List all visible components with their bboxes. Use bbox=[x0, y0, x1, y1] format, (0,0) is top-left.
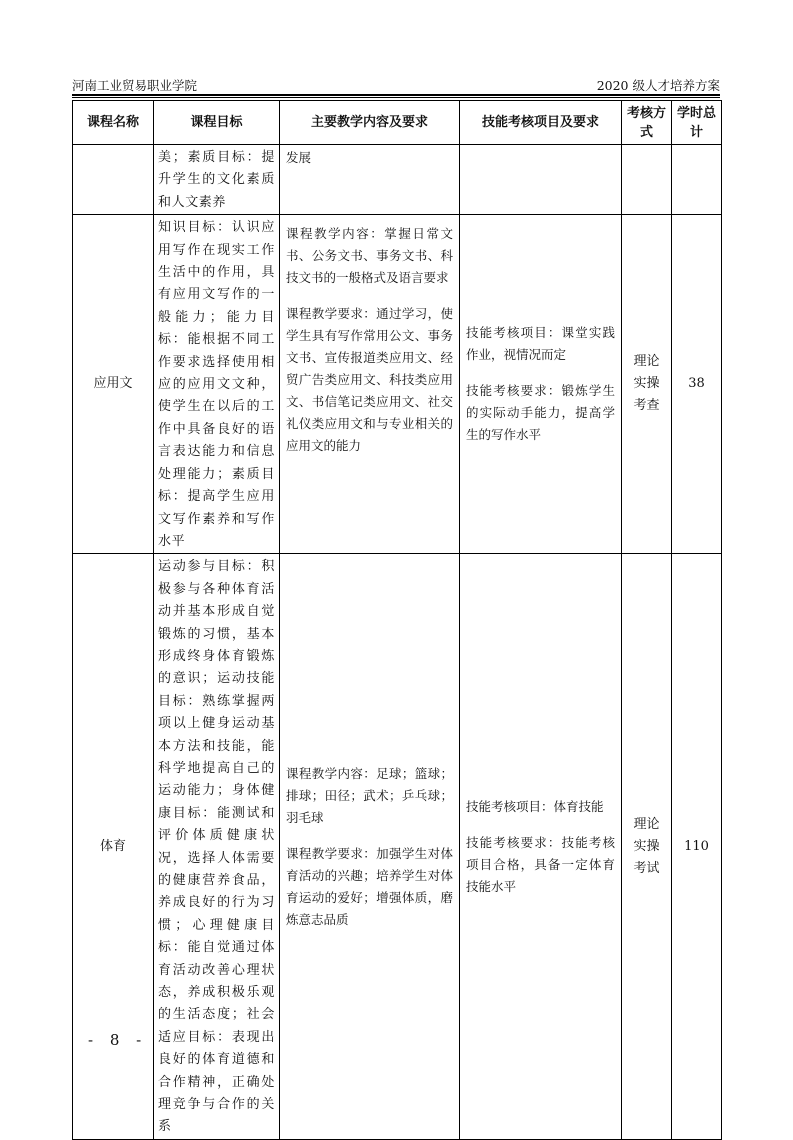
teaching-content-cell bbox=[280, 554, 460, 1140]
teaching-content-paragraph: 发展 bbox=[286, 150, 312, 165]
assessment-method-text: 理论实操考试 bbox=[633, 816, 660, 876]
skill-item-paragraph: 技能考核项目：体育技能 bbox=[466, 798, 604, 814]
course-table bbox=[72, 100, 722, 1140]
course-goal-cell: 运动参与目标：积极参与各种体育活动并基本形成自觉锻炼的习惯，基本形成终身体育锻炼的意识；运动技能目标：熟练掌握两项以上健身运动基本方法和技能，能科学地提高自己的运动能力；身体健康目标：能测试和评价体质健康状况，选择人体需要的健康营养食品，养成良好的行为习惯；心理健康目标：能自觉通过体育活动改善心理状态，养成积极乐观的生活态度；社会适应目标：表现出良好的体育道德和合作精神，正确处理竞争与合作的关系 bbox=[154, 554, 280, 1140]
col-header-course-goal: 课程目标 bbox=[154, 101, 280, 145]
teaching-content-cell bbox=[280, 215, 460, 554]
course-name-cell: 体育 bbox=[73, 554, 154, 1140]
skill-item-paragraph: 技能考核项目：课堂实践作业，视情况而定 bbox=[466, 325, 615, 363]
teaching-content-paragraph: 课程教学内容：足球；篮球；排球；田径；武术；乒乓球；羽毛球 bbox=[286, 765, 453, 825]
table-header-row bbox=[73, 101, 722, 145]
skill-assessment-cell bbox=[460, 145, 622, 215]
teaching-content-paragraph: 课程教学内容：掌握日常文书、公务文书、事务文书、科技文书的一般格式及语言要求 bbox=[286, 226, 453, 286]
teaching-requirement-paragraph: 课程教学要求：加强学生对体育活动的兴趣；培养学生对体育运动的爱好；增强体质，磨炼意志品质 bbox=[286, 845, 453, 927]
col-header-course-name: 课程名称 bbox=[73, 101, 154, 145]
page-number: - 8 - bbox=[88, 1031, 148, 1049]
total-hours-cell bbox=[672, 145, 722, 215]
assessment-method-cell bbox=[622, 215, 672, 554]
col-header-total-hours: 学时总计 bbox=[672, 101, 722, 145]
col-header-teaching-content: 主要教学内容及要求 bbox=[280, 101, 460, 145]
assessment-method-cell bbox=[622, 145, 672, 215]
header-rule-thin bbox=[72, 97, 720, 98]
col-header-skill-assessment: 技能考核项目及要求 bbox=[460, 101, 622, 145]
course-name-cell bbox=[73, 145, 154, 215]
teaching-content-cell bbox=[280, 145, 460, 215]
total-hours-cell: 110 bbox=[672, 554, 722, 1140]
assessment-method-text: 理论实操考查 bbox=[633, 354, 660, 414]
skill-assessment-cell bbox=[460, 215, 622, 554]
table-row bbox=[73, 145, 722, 215]
course-goal-cell: 美；素质目标：提升学生的文化素质和人文素养 bbox=[154, 145, 280, 215]
table-row bbox=[73, 215, 722, 554]
total-hours-cell: 38 bbox=[672, 215, 722, 554]
course-name-cell: 应用文 bbox=[73, 215, 154, 554]
col-header-assessment-method: 考核方式 bbox=[622, 101, 672, 145]
header-rule-thick bbox=[72, 94, 720, 96]
course-goal-cell: 知识目标：认识应用写作在现实工作生活中的作用，具有应用文写作的一般能力；能力目标：能根据不同工作要求选择使用相应的应用文文种，使学生在以后的工作中具备良好的语言表达能力和信息处理能力；素质目标：提高学生应用文写作素养和写作水平 bbox=[154, 215, 280, 554]
skill-requirement-paragraph: 技能考核要求：锻炼学生的实际动手能力，提高学生的写作水平 bbox=[466, 383, 615, 443]
page-header bbox=[72, 74, 720, 94]
table-row bbox=[73, 554, 722, 1140]
skill-assessment-cell bbox=[460, 554, 622, 1140]
school-name: 河南工业贸易职业学院 bbox=[72, 78, 198, 93]
assessment-method-cell bbox=[622, 554, 672, 1140]
skill-requirement-paragraph: 技能考核要求：技能考核项目合格，具备一定体育技能水平 bbox=[466, 834, 615, 894]
teaching-requirement-paragraph: 课程教学要求：通过学习，使学生具有写作常用公文、事务文书、宣传报道类应用文、经贸广告类应用文、科技类应用文、书信笔记类应用文、社交礼仪类应用文和与专业相关的应用文的能力 bbox=[286, 306, 453, 454]
document-title: 2020 级人才培养方案 bbox=[596, 78, 720, 93]
